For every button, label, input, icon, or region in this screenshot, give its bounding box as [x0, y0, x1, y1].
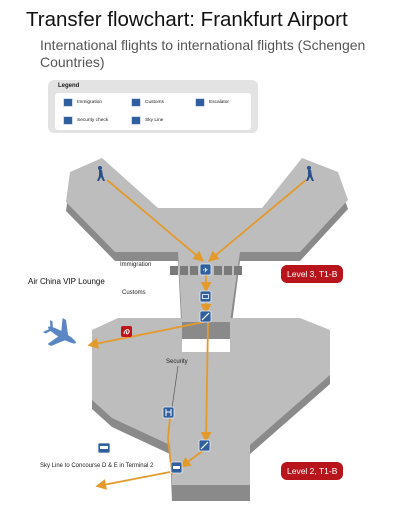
legend-label: Customs [145, 100, 164, 105]
level-badge-upper: Level 3, T1-B [281, 265, 343, 283]
skyline-icon [171, 462, 182, 473]
svg-text:✈: ✈ [202, 267, 209, 275]
security-label: Security [166, 359, 188, 365]
legend-heading: Legend [58, 83, 80, 89]
immigration-icon [200, 264, 211, 275]
page-subtitle: International flights to international flights (Schengen Countries) [40, 37, 366, 70]
legend-label: Security check [77, 118, 109, 123]
customs-icon [200, 291, 211, 302]
airplane-icon [39, 313, 83, 356]
skyline-label: Sky Line to Concourse D & E in Terminal 2 [40, 463, 154, 469]
level-badge-lower: Level 2, T1-B [281, 462, 343, 480]
escalator-icon [200, 311, 211, 322]
immigration-label: Immigration [120, 262, 152, 268]
vip-lounge-label: Air China VIP Lounge [28, 277, 105, 286]
escalator-icon [199, 440, 210, 451]
customs-label: Customs [122, 290, 146, 296]
air-china-logo-icon [121, 326, 132, 337]
level2-floor [92, 318, 330, 485]
legend-label: Escalator [209, 100, 229, 105]
page-title: Transfer flowchart: Frankfurt Airport [26, 8, 348, 31]
legend-label: Sky Line [145, 118, 164, 123]
skyline-icon [98, 443, 110, 453]
security-icon [163, 407, 174, 418]
legend-label: Immigration [77, 100, 103, 105]
